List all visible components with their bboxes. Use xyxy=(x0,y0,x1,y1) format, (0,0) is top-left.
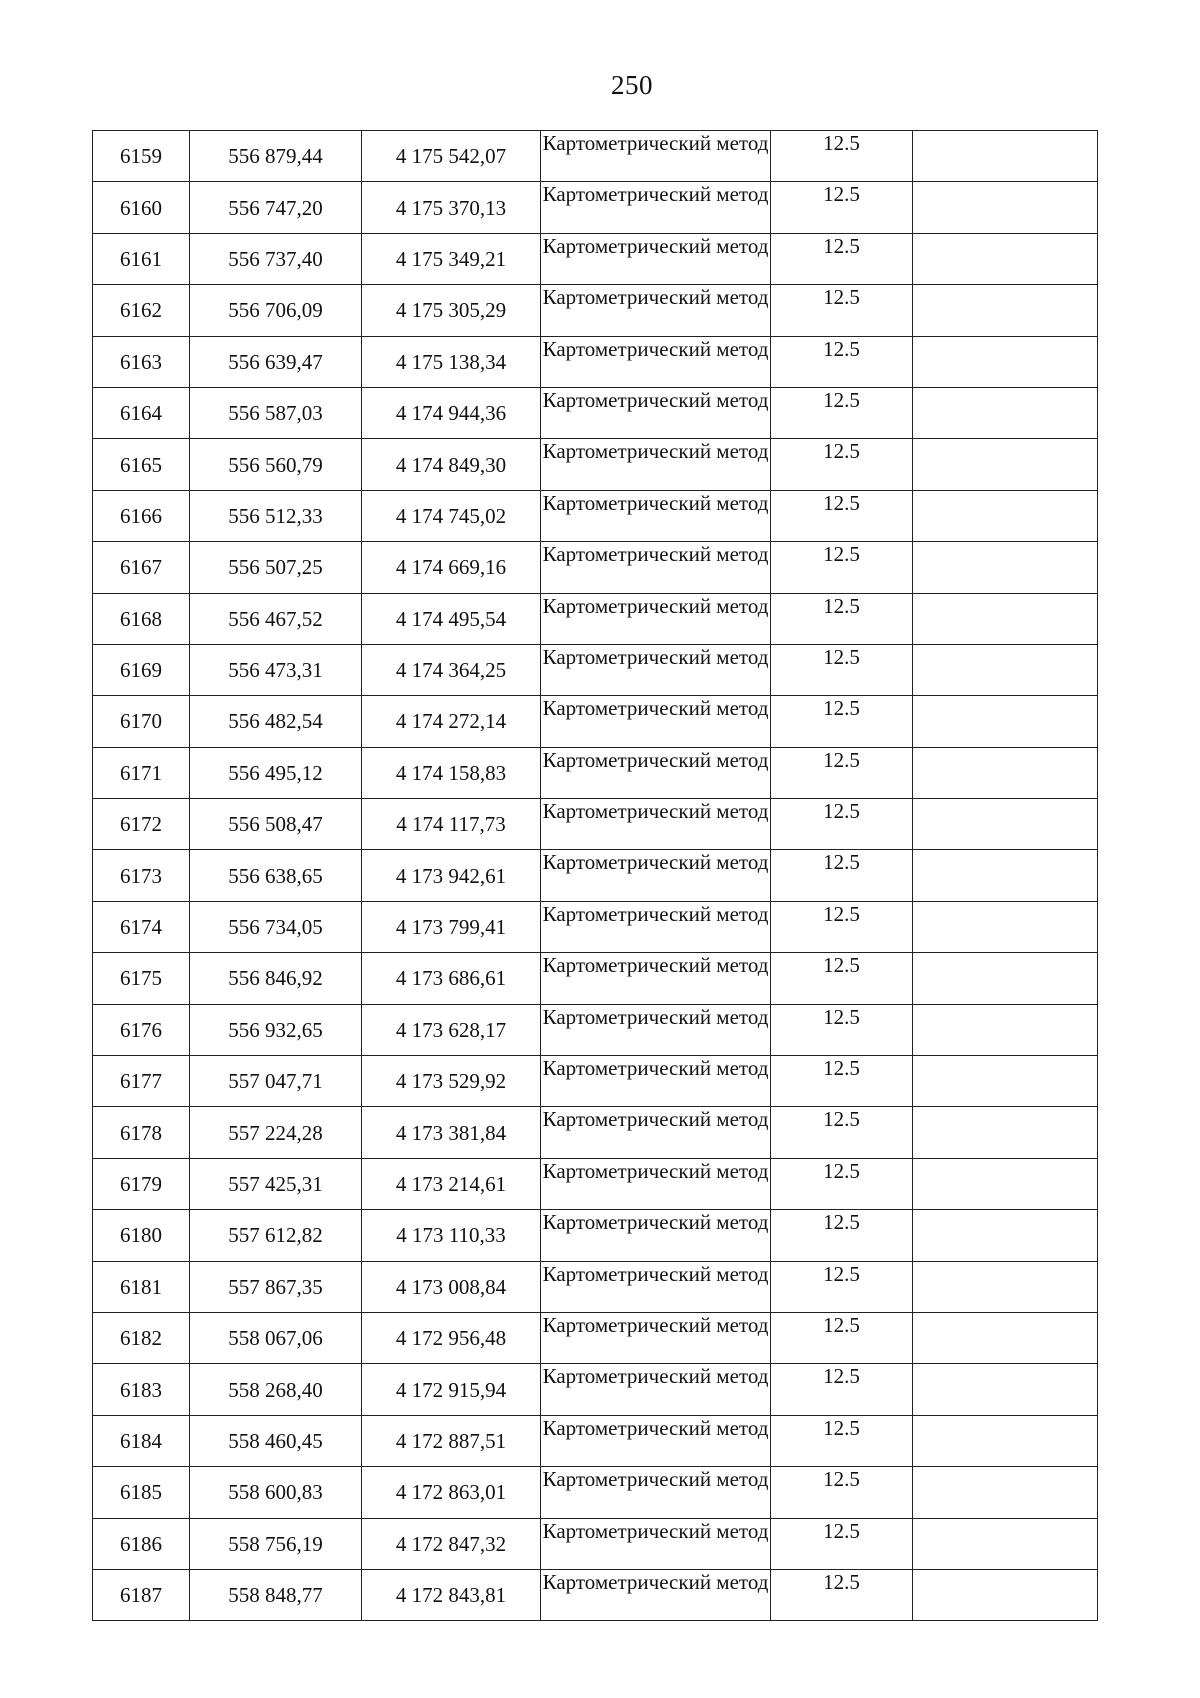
accuracy-cell: 12.5 xyxy=(771,644,913,695)
y-coordinate-cell: 4 173 628,17 xyxy=(362,1004,541,1055)
table-row xyxy=(93,1518,1098,1569)
method-cell: Картометрический метод xyxy=(541,850,771,901)
point-number-cell: 6169 xyxy=(93,644,190,695)
point-number-cell: 6187 xyxy=(93,1569,190,1620)
table-row xyxy=(93,387,1098,438)
y-coordinate-cell: 4 174 849,30 xyxy=(362,439,541,490)
y-coordinate-cell: 4 174 272,14 xyxy=(362,696,541,747)
method-cell: Картометрический метод xyxy=(541,233,771,284)
point-number-cell: 6179 xyxy=(93,1158,190,1209)
x-coordinate-cell: 556 482,54 xyxy=(190,696,362,747)
table-row xyxy=(93,1261,1098,1312)
note-cell xyxy=(913,542,1098,593)
x-coordinate-cell: 556 639,47 xyxy=(190,336,362,387)
y-coordinate-cell: 4 175 349,21 xyxy=(362,233,541,284)
y-coordinate-cell: 4 172 887,51 xyxy=(362,1415,541,1466)
method-cell: Картометрический метод xyxy=(541,1518,771,1569)
method-cell: Картометрический метод xyxy=(541,1415,771,1466)
table-row xyxy=(93,850,1098,901)
x-coordinate-cell: 557 425,31 xyxy=(190,1158,362,1209)
coordinates-table-body xyxy=(93,131,1098,1621)
note-cell xyxy=(913,747,1098,798)
point-number-cell: 6167 xyxy=(93,542,190,593)
y-coordinate-cell: 4 174 158,83 xyxy=(362,747,541,798)
accuracy-cell: 12.5 xyxy=(771,747,913,798)
method-cell: Картометрический метод xyxy=(541,644,771,695)
note-cell xyxy=(913,387,1098,438)
method-cell: Картометрический метод xyxy=(541,1364,771,1415)
table-row xyxy=(93,1364,1098,1415)
accuracy-cell: 12.5 xyxy=(771,953,913,1004)
method-cell: Картометрический метод xyxy=(541,1004,771,1055)
method-cell: Картометрический метод xyxy=(541,1261,771,1312)
point-number-cell: 6170 xyxy=(93,696,190,747)
x-coordinate-cell: 556 932,65 xyxy=(190,1004,362,1055)
method-cell: Картометрический метод xyxy=(541,696,771,747)
point-number-cell: 6162 xyxy=(93,285,190,336)
accuracy-cell: 12.5 xyxy=(771,1056,913,1107)
x-coordinate-cell: 556 495,12 xyxy=(190,747,362,798)
point-number-cell: 6181 xyxy=(93,1261,190,1312)
y-coordinate-cell: 4 175 542,07 xyxy=(362,131,541,182)
note-cell xyxy=(913,1569,1098,1620)
method-cell: Картометрический метод xyxy=(541,1056,771,1107)
table-row xyxy=(93,747,1098,798)
coordinates-table xyxy=(92,130,1098,1621)
note-cell xyxy=(913,131,1098,182)
table-row xyxy=(93,439,1098,490)
accuracy-cell: 12.5 xyxy=(771,542,913,593)
accuracy-cell: 12.5 xyxy=(771,1364,913,1415)
point-number-cell: 6159 xyxy=(93,131,190,182)
point-number-cell: 6175 xyxy=(93,953,190,1004)
method-cell: Картометрический метод xyxy=(541,747,771,798)
point-number-cell: 6165 xyxy=(93,439,190,490)
note-cell xyxy=(913,1518,1098,1569)
x-coordinate-cell: 558 756,19 xyxy=(190,1518,362,1569)
note-cell xyxy=(913,696,1098,747)
method-cell: Картометрический метод xyxy=(541,131,771,182)
note-cell xyxy=(913,799,1098,850)
note-cell xyxy=(913,901,1098,952)
table-row xyxy=(93,1158,1098,1209)
note-cell xyxy=(913,1158,1098,1209)
accuracy-cell: 12.5 xyxy=(771,1467,913,1518)
x-coordinate-cell: 556 467,52 xyxy=(190,593,362,644)
method-cell: Картометрический метод xyxy=(541,1467,771,1518)
x-coordinate-cell: 556 879,44 xyxy=(190,131,362,182)
y-coordinate-cell: 4 174 745,02 xyxy=(362,490,541,541)
point-number-cell: 6182 xyxy=(93,1312,190,1363)
y-coordinate-cell: 4 172 863,01 xyxy=(362,1467,541,1518)
accuracy-cell: 12.5 xyxy=(771,1261,913,1312)
method-cell: Картометрический метод xyxy=(541,542,771,593)
method-cell: Картометрический метод xyxy=(541,1569,771,1620)
y-coordinate-cell: 4 172 847,32 xyxy=(362,1518,541,1569)
point-number-cell: 6173 xyxy=(93,850,190,901)
note-cell xyxy=(913,953,1098,1004)
x-coordinate-cell: 556 638,65 xyxy=(190,850,362,901)
x-coordinate-cell: 556 747,20 xyxy=(190,182,362,233)
y-coordinate-cell: 4 172 956,48 xyxy=(362,1312,541,1363)
y-coordinate-cell: 4 173 942,61 xyxy=(362,850,541,901)
table-row xyxy=(93,901,1098,952)
x-coordinate-cell: 558 268,40 xyxy=(190,1364,362,1415)
table-row xyxy=(93,1210,1098,1261)
point-number-cell: 6185 xyxy=(93,1467,190,1518)
accuracy-cell: 12.5 xyxy=(771,233,913,284)
note-cell xyxy=(913,439,1098,490)
x-coordinate-cell: 557 612,82 xyxy=(190,1210,362,1261)
y-coordinate-cell: 4 173 686,61 xyxy=(362,953,541,1004)
table-row xyxy=(93,1415,1098,1466)
x-coordinate-cell: 556 734,05 xyxy=(190,901,362,952)
table-row xyxy=(93,336,1098,387)
point-number-cell: 6180 xyxy=(93,1210,190,1261)
accuracy-cell: 12.5 xyxy=(771,387,913,438)
y-coordinate-cell: 4 172 915,94 xyxy=(362,1364,541,1415)
method-cell: Картометрический метод xyxy=(541,490,771,541)
note-cell xyxy=(913,336,1098,387)
table-row xyxy=(93,593,1098,644)
y-coordinate-cell: 4 174 495,54 xyxy=(362,593,541,644)
y-coordinate-cell: 4 175 370,13 xyxy=(362,182,541,233)
method-cell: Картометрический метод xyxy=(541,439,771,490)
x-coordinate-cell: 556 507,25 xyxy=(190,542,362,593)
x-coordinate-cell: 558 067,06 xyxy=(190,1312,362,1363)
method-cell: Картометрический метод xyxy=(541,1107,771,1158)
note-cell xyxy=(913,850,1098,901)
accuracy-cell: 12.5 xyxy=(771,696,913,747)
note-cell xyxy=(913,1467,1098,1518)
table-row xyxy=(93,953,1098,1004)
accuracy-cell: 12.5 xyxy=(771,593,913,644)
note-cell xyxy=(913,593,1098,644)
x-coordinate-cell: 558 600,83 xyxy=(190,1467,362,1518)
y-coordinate-cell: 4 174 364,25 xyxy=(362,644,541,695)
accuracy-cell: 12.5 xyxy=(771,1312,913,1363)
x-coordinate-cell: 558 460,45 xyxy=(190,1415,362,1466)
point-number-cell: 6176 xyxy=(93,1004,190,1055)
accuracy-cell: 12.5 xyxy=(771,1210,913,1261)
method-cell: Картометрический метод xyxy=(541,901,771,952)
note-cell xyxy=(913,1364,1098,1415)
note-cell xyxy=(913,644,1098,695)
accuracy-cell: 12.5 xyxy=(771,490,913,541)
method-cell: Картометрический метод xyxy=(541,1312,771,1363)
accuracy-cell: 12.5 xyxy=(771,850,913,901)
accuracy-cell: 12.5 xyxy=(771,131,913,182)
note-cell xyxy=(913,285,1098,336)
note-cell xyxy=(913,1056,1098,1107)
page-number: 250 xyxy=(611,70,653,100)
point-number-cell: 6161 xyxy=(93,233,190,284)
x-coordinate-cell: 556 706,09 xyxy=(190,285,362,336)
accuracy-cell: 12.5 xyxy=(771,1107,913,1158)
note-cell xyxy=(913,1261,1098,1312)
method-cell: Картометрический метод xyxy=(541,953,771,1004)
point-number-cell: 6183 xyxy=(93,1364,190,1415)
x-coordinate-cell: 556 508,47 xyxy=(190,799,362,850)
note-cell xyxy=(913,182,1098,233)
method-cell: Картометрический метод xyxy=(541,1158,771,1209)
point-number-cell: 6184 xyxy=(93,1415,190,1466)
accuracy-cell: 12.5 xyxy=(771,336,913,387)
point-number-cell: 6171 xyxy=(93,747,190,798)
method-cell: Картометрический метод xyxy=(541,336,771,387)
method-cell: Картометрический метод xyxy=(541,285,771,336)
table-row xyxy=(93,696,1098,747)
point-number-cell: 6168 xyxy=(93,593,190,644)
method-cell: Картометрический метод xyxy=(541,1210,771,1261)
x-coordinate-cell: 556 737,40 xyxy=(190,233,362,284)
point-number-cell: 6164 xyxy=(93,387,190,438)
table-row xyxy=(93,1312,1098,1363)
table-row xyxy=(93,1107,1098,1158)
accuracy-cell: 12.5 xyxy=(771,182,913,233)
note-cell xyxy=(913,233,1098,284)
y-coordinate-cell: 4 173 529,92 xyxy=(362,1056,541,1107)
point-number-cell: 6172 xyxy=(93,799,190,850)
y-coordinate-cell: 4 175 138,34 xyxy=(362,336,541,387)
table-row xyxy=(93,131,1098,182)
point-number-cell: 6178 xyxy=(93,1107,190,1158)
note-cell xyxy=(913,1210,1098,1261)
accuracy-cell: 12.5 xyxy=(771,1004,913,1055)
y-coordinate-cell: 4 173 214,61 xyxy=(362,1158,541,1209)
table-row xyxy=(93,285,1098,336)
point-number-cell: 6163 xyxy=(93,336,190,387)
note-cell xyxy=(913,490,1098,541)
accuracy-cell: 12.5 xyxy=(771,285,913,336)
y-coordinate-cell: 4 174 117,73 xyxy=(362,799,541,850)
table-row xyxy=(93,542,1098,593)
accuracy-cell: 12.5 xyxy=(771,799,913,850)
y-coordinate-cell: 4 173 381,84 xyxy=(362,1107,541,1158)
note-cell xyxy=(913,1312,1098,1363)
accuracy-cell: 12.5 xyxy=(771,1518,913,1569)
x-coordinate-cell: 557 224,28 xyxy=(190,1107,362,1158)
table-row xyxy=(93,799,1098,850)
accuracy-cell: 12.5 xyxy=(771,1415,913,1466)
accuracy-cell: 12.5 xyxy=(771,1569,913,1620)
table-row xyxy=(93,644,1098,695)
y-coordinate-cell: 4 173 008,84 xyxy=(362,1261,541,1312)
note-cell xyxy=(913,1415,1098,1466)
y-coordinate-cell: 4 173 799,41 xyxy=(362,901,541,952)
method-cell: Картометрический метод xyxy=(541,799,771,850)
x-coordinate-cell: 556 587,03 xyxy=(190,387,362,438)
table-row xyxy=(93,1569,1098,1620)
table-row xyxy=(93,233,1098,284)
y-coordinate-cell: 4 174 669,16 xyxy=(362,542,541,593)
x-coordinate-cell: 556 846,92 xyxy=(190,953,362,1004)
x-coordinate-cell: 557 867,35 xyxy=(190,1261,362,1312)
table-row xyxy=(93,1056,1098,1107)
table-row xyxy=(93,1467,1098,1518)
point-number-cell: 6174 xyxy=(93,901,190,952)
point-number-cell: 6160 xyxy=(93,182,190,233)
y-coordinate-cell: 4 174 944,36 xyxy=(362,387,541,438)
method-cell: Картометрический метод xyxy=(541,387,771,438)
accuracy-cell: 12.5 xyxy=(771,901,913,952)
note-cell xyxy=(913,1004,1098,1055)
table-row xyxy=(93,182,1098,233)
point-number-cell: 6166 xyxy=(93,490,190,541)
x-coordinate-cell: 556 560,79 xyxy=(190,439,362,490)
y-coordinate-cell: 4 173 110,33 xyxy=(362,1210,541,1261)
point-number-cell: 6177 xyxy=(93,1056,190,1107)
method-cell: Картометрический метод xyxy=(541,182,771,233)
table-row xyxy=(93,1004,1098,1055)
y-coordinate-cell: 4 175 305,29 xyxy=(362,285,541,336)
accuracy-cell: 12.5 xyxy=(771,439,913,490)
point-number-cell: 6186 xyxy=(93,1518,190,1569)
x-coordinate-cell: 558 848,77 xyxy=(190,1569,362,1620)
table-row xyxy=(93,490,1098,541)
y-coordinate-cell: 4 172 843,81 xyxy=(362,1569,541,1620)
x-coordinate-cell: 556 473,31 xyxy=(190,644,362,695)
x-coordinate-cell: 556 512,33 xyxy=(190,490,362,541)
accuracy-cell: 12.5 xyxy=(771,1158,913,1209)
note-cell xyxy=(913,1107,1098,1158)
method-cell: Картометрический метод xyxy=(541,593,771,644)
x-coordinate-cell: 557 047,71 xyxy=(190,1056,362,1107)
